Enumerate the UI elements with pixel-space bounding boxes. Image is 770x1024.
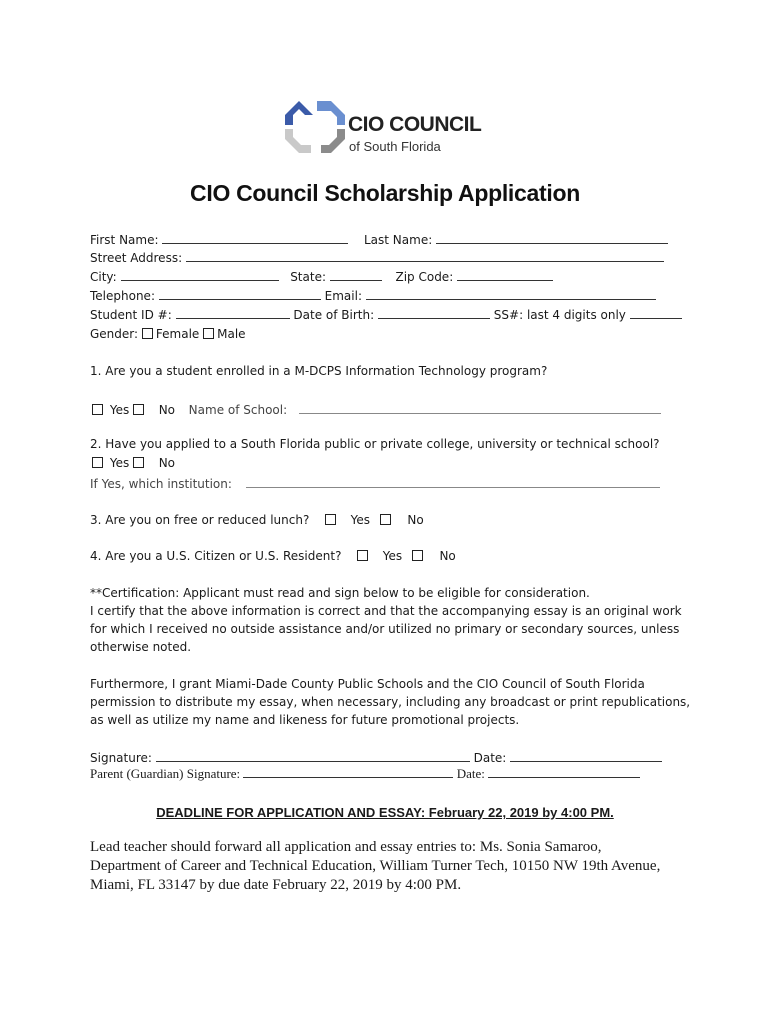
certification-line-1: **Certification: Applicant must read and sign below to be eligible for consideration. <box>90 586 590 600</box>
email-label: Email: <box>324 289 362 303</box>
city-field[interactable] <box>121 269 279 281</box>
first-name-row <box>90 232 668 248</box>
deadline-wrap <box>0 802 770 821</box>
q2-yes-label: Yes <box>109 456 130 470</box>
q3-yes-checkbox[interactable] <box>325 514 336 525</box>
parent-signature-field[interactable] <box>243 766 453 778</box>
school-name-field[interactable] <box>299 402 661 414</box>
logo-blue-piece-2 <box>285 115 293 125</box>
question-2: 2. Have you applied to a South Florida public or private college, university or technical school? <box>90 437 660 451</box>
q1-no-label: No <box>158 403 176 417</box>
q4-no-label: No <box>439 549 456 563</box>
institution-row <box>90 476 660 492</box>
city-label: City: <box>90 270 117 284</box>
q4-yes-label: Yes <box>382 549 403 563</box>
institution-label: If Yes, which institution: <box>90 477 232 491</box>
q2-no-label: No <box>158 456 176 470</box>
student-id-label: Student ID #: <box>90 308 172 322</box>
signature-row <box>90 750 662 766</box>
logo-lightgray-piece <box>285 129 311 153</box>
logo-blue-piece <box>285 101 313 115</box>
forward-line-2: Department of Career and Technical Education, William Turner Tech, 10150 NW 19th Avenue, <box>90 858 661 874</box>
telephone-field[interactable] <box>159 288 321 300</box>
school-name-label: Name of School: <box>188 403 288 417</box>
state-label: State: <box>290 270 326 284</box>
grant-line-3: as well as utilize my name and likeness for future promotional projects. <box>90 713 520 727</box>
question-1-answers <box>92 402 661 418</box>
q4-no-checkbox[interactable] <box>412 550 423 561</box>
signature-label: Signature: <box>90 751 152 765</box>
signature-date-label: Date: <box>473 751 507 765</box>
grant-line-2: permission to distribute my essay, when necessary, including any broadcast or print republications, <box>90 695 691 709</box>
signature-field[interactable] <box>156 750 470 762</box>
gender-label: Gender: <box>90 327 139 341</box>
question-1: 1. Are you a student enrolled in a M-DCPS Information Technology program? <box>90 364 548 378</box>
q3-no-label: No <box>407 513 424 527</box>
q3-yes-label: Yes <box>350 513 371 527</box>
dob-field[interactable] <box>378 307 490 319</box>
certification-line-2: I certify that the above information is correct and that the accompanying essay is an original work <box>90 604 682 618</box>
state-field[interactable] <box>330 269 382 281</box>
question-4-row <box>90 549 456 564</box>
question-2-answers <box>92 456 175 471</box>
logo-lightblue-piece <box>317 101 345 125</box>
street-address-label: Street Address: <box>90 251 183 265</box>
q1-yes-checkbox[interactable] <box>92 404 103 415</box>
question-3: 3. Are you on free or reduced lunch? <box>90 513 310 527</box>
telephone-row <box>90 288 656 304</box>
male-label: Male <box>217 327 246 341</box>
street-address-row <box>90 250 664 266</box>
logo-subtitle: of South Florida <box>349 139 441 154</box>
logo-title: CIO COUNCIL <box>348 113 482 136</box>
last-name-field[interactable] <box>436 232 668 244</box>
q1-yes-label: Yes <box>109 403 130 417</box>
first-name-label: First Name: <box>90 233 159 247</box>
telephone-label: Telephone: <box>90 289 155 303</box>
forward-line-3: Miami, FL 33147 by due date February 22, 2019 by 4:00 PM. <box>90 877 462 893</box>
last-name-label: Last Name: <box>364 233 433 247</box>
cio-council-logo <box>283 95 347 159</box>
zip-label: Zip Code: <box>395 270 454 284</box>
student-id-field[interactable] <box>176 307 290 319</box>
q4-yes-checkbox[interactable] <box>357 550 368 561</box>
signature-date-field[interactable] <box>510 750 662 762</box>
grant-line-1: Furthermore, I grant Miami-Dade County Public Schools and the CIO Council of South Florida <box>90 677 645 691</box>
question-3-row <box>90 513 424 528</box>
forward-line-1: Lead teacher should forward all application and essay entries to: Ms. Sonia Samaroo, <box>90 839 602 855</box>
q2-yes-checkbox[interactable] <box>92 457 103 468</box>
deadline-text: DEADLINE FOR APPLICATION AND ESSAY: February 22, 2019 by 4:00 PM. <box>156 805 614 820</box>
female-checkbox[interactable] <box>142 328 153 339</box>
parent-date-label: Date: <box>456 766 485 781</box>
parent-signature-row <box>90 766 640 782</box>
city-row <box>90 269 553 285</box>
female-label: Female <box>155 327 200 341</box>
question-4: 4. Are you a U.S. Citizen or U.S. Resident? <box>90 549 342 563</box>
male-checkbox[interactable] <box>203 328 214 339</box>
student-id-row <box>90 307 682 323</box>
parent-date-field[interactable] <box>488 766 640 778</box>
certification-line-4: otherwise noted. <box>90 640 192 654</box>
q2-no-checkbox[interactable] <box>133 457 144 468</box>
gender-row <box>90 327 246 342</box>
ssn-label: SS#: last 4 digits only <box>493 308 626 322</box>
logo-gray-piece <box>321 129 345 153</box>
q1-no-checkbox[interactable] <box>133 404 144 415</box>
ssn-field[interactable] <box>630 307 682 319</box>
page-title: CIO Council Scholarship Application <box>190 180 580 206</box>
q3-no-checkbox[interactable] <box>380 514 391 525</box>
email-field[interactable] <box>366 288 656 300</box>
zip-field[interactable] <box>457 269 553 281</box>
first-name-field[interactable] <box>162 232 348 244</box>
parent-signature-label: Parent (Guardian) Signature: <box>90 766 241 781</box>
institution-field[interactable] <box>246 476 660 488</box>
dob-label: Date of Birth: <box>293 308 375 322</box>
certification-line-3: for which I received no outside assistance and/or utilized no primary or secondary sources, unless <box>90 622 680 636</box>
street-address-field[interactable] <box>186 250 664 262</box>
